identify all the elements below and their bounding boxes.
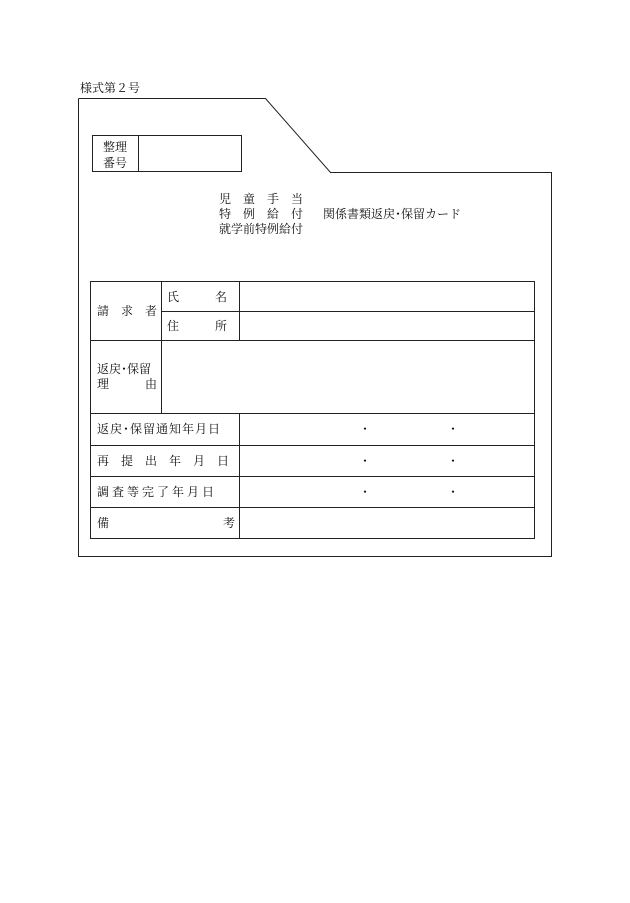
seiri-bango-label-line1: 整理: [103, 140, 128, 154]
survey-date-label: 調査等完了年月日: [97, 485, 218, 499]
remarks-label-right: 考: [223, 516, 236, 530]
title-line-2: 特 例 給 付: [219, 207, 304, 221]
notice-date-field[interactable]: [240, 414, 534, 445]
main-table: [90, 281, 535, 539]
claimant-label: 請 求 者: [97, 304, 158, 318]
address-label: 住 所: [167, 319, 228, 333]
name-label: 氏 名: [167, 290, 228, 304]
title-line-3: 就学前特例給付: [219, 222, 304, 236]
resubmit-date-field[interactable]: [240, 446, 534, 476]
remarks-label-left: 備: [97, 516, 110, 530]
resubmit-date-label: 再 提 出 年 月 日: [97, 454, 230, 468]
title-right: 関係書類返戻･保留カード: [323, 207, 462, 221]
reason-field[interactable]: [162, 341, 534, 413]
resubmit-date-sep-2: ・: [447, 454, 460, 468]
reason-label-line1: 返戻･保留: [97, 362, 152, 376]
seiri-bango-label-line2: 番号: [103, 156, 128, 170]
notice-date-sep-2: ・: [447, 422, 460, 436]
remarks-field[interactable]: [240, 508, 534, 538]
survey-date-field[interactable]: [240, 477, 534, 507]
notice-date-sep-1: ・: [359, 422, 372, 436]
address-field[interactable]: [240, 312, 534, 340]
title-line-1: 児 童 手 当: [219, 192, 304, 206]
reason-label-line2: 理 由: [97, 377, 158, 391]
seiri-bango-input[interactable]: [139, 136, 241, 171]
form-number-label: 様式第２号: [80, 81, 141, 95]
notice-date-label: 返戻･保留通知年月日: [97, 422, 222, 436]
resubmit-date-sep-1: ・: [359, 454, 372, 468]
survey-date-sep-2: ・: [447, 485, 460, 499]
name-field[interactable]: [240, 282, 534, 311]
survey-date-sep-1: ・: [359, 485, 372, 499]
seiri-bango-box: [92, 135, 242, 172]
